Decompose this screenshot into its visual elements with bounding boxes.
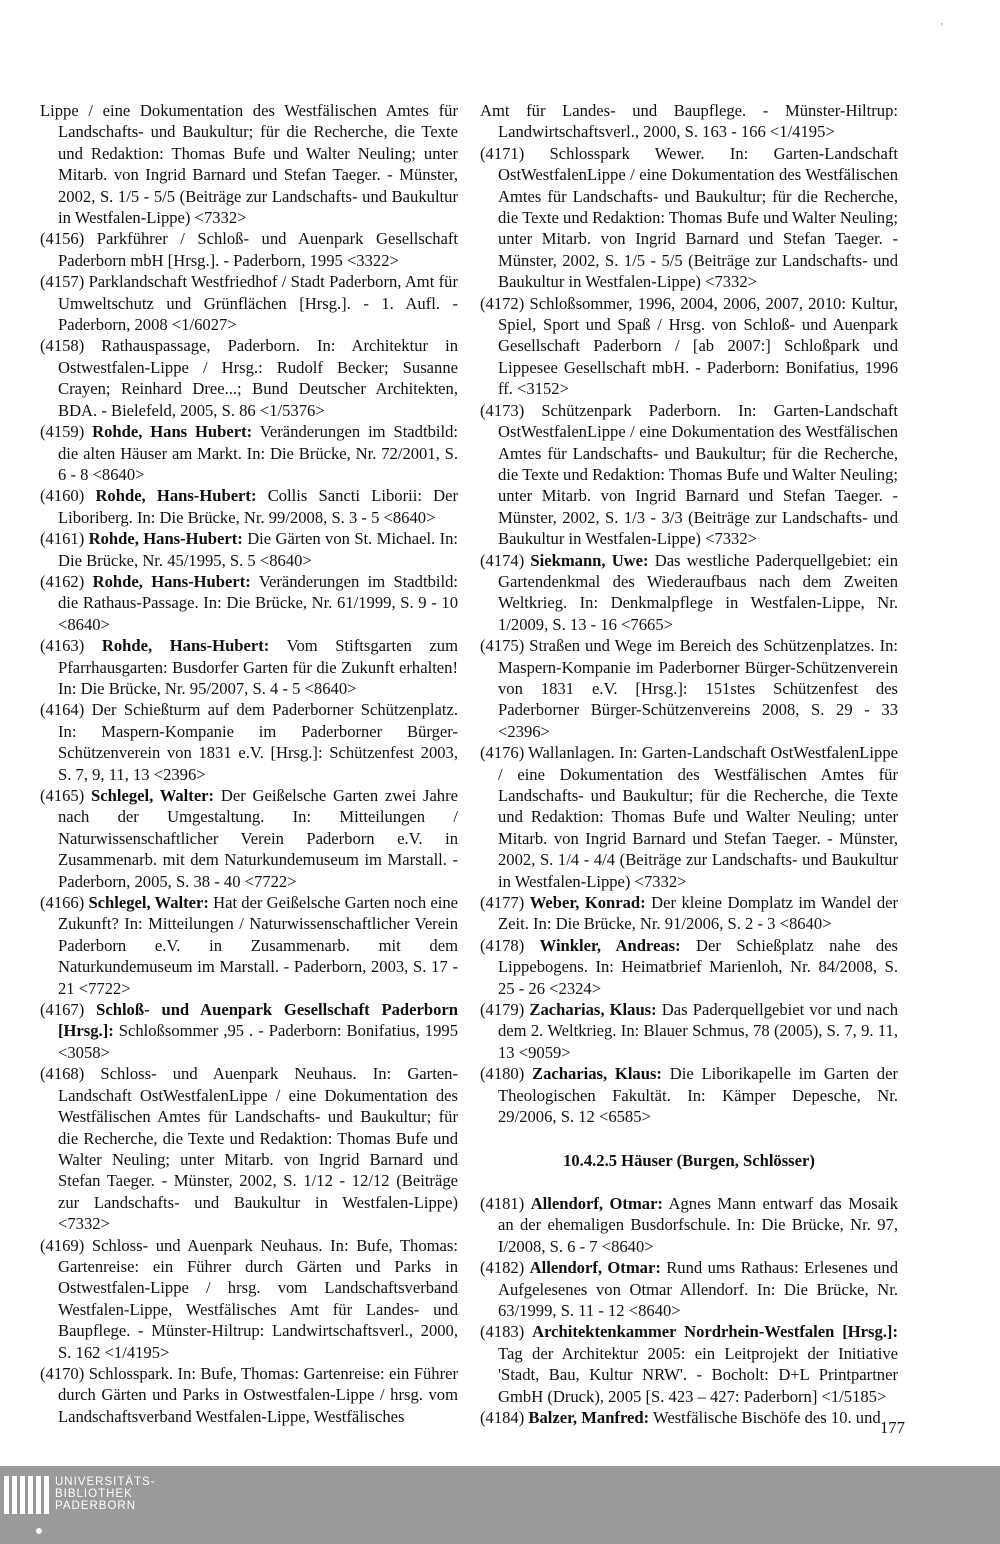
right-column [480,100,898,1428]
corner-mark: ’ [940,22,944,33]
entry-author: Rohde, Hans Hubert: [92,422,253,442]
bibliography-entry [480,293,898,400]
bibliography-entry [480,1257,898,1321]
entry-number: (4176) [480,743,529,763]
entry-text: Lippe / eine Dokumentation des Westfälischen Amtes für Landschafts- und Baukultur; für die Recherche, die Texte und Redaktion: Thomas Bufe und Walter Neuling; unter Mitarb. von Ingrid Barnard und Stefan Taeger. - Münster, 2002, S. 1/5 - 5/5 (Beiträge zur Landschafts- und Baukultur in Westfalen-Lippe) <7332> [40,101,458,228]
entry-text: Veränderungen im Stadtbild: die alten Häuser am Markt. In: Die Brücke, Nr. 72/2001, S. 6 - 8 <8640> [58,422,458,484]
bibliography-entry [480,999,898,1063]
entry-author: Balzer, Manfred: [528,1407,650,1427]
entry-text: Amt für Landes- und Baupflege. - Münster-Hiltrup: Landwirtschaftsverl., 2000, S. 163 - 166 <1/4195> [480,101,898,142]
entry-number: (4160) [40,486,96,506]
entry-number: (4156) [40,229,97,249]
entry-number: (4178) [480,935,540,955]
entry-text: Parkführer / Schloß- und Auenpark Gesellschaft Paderborn mbH [Hrsg.]. - Paderborn, 1995 <3322> [58,229,458,270]
section-heading: 10.4.2.5 Häuser (Burgen, Schlösser) [563,1150,815,1170]
entry-author: Allendorf, Otmar: [529,1258,661,1278]
entry-text: Schloss- und Auenpark Neuhaus. In: Garten-Landschaft OstWestfalenLippe / eine Dokumentation des Westfälischen Amtes für Landschafts- und Baukultur; für die Recherche, die Texte und Redaktion: Thomas Bufe und Walter Neuling; unter Mitarb. von Ingrid Barnard und Stefan Taeger. - Münster, 2002, S. 1/12 - 12/12 (Beiträge zur Landschafts- und Baukultur in Westfalen-Lippe) <7332> [58,1064,458,1234]
library-logo-bars-icon [4,1476,49,1514]
bibliography-entry [40,999,458,1063]
entry-number: (4159) [40,422,93,442]
bibliography-entry [40,335,458,421]
entry-text: Straßen und Wege im Bereich des Schützenplatzes. In: Maspern-Kompanie im Paderborner Bürger-Schützenverein von 1831 e.V. [Hrsg.]: 151stes Schützenfest des Paderborner Bürger-Schützenvereins 2008, S. 29 - 33 <2396> [498,636,899,741]
entry-author: Architektenkammer Nordrhein-Westfalen [Hrsg.]: [532,1322,898,1342]
bibliography-entry [40,699,458,785]
entry-author: Allendorf, Otmar: [530,1193,663,1213]
bibliography-entry [480,143,898,293]
bibliography-entry [40,228,458,271]
library-name-line-1: UNIVERSITÄTS- [55,1476,156,1488]
entry-text: Schloßsommer ,95 . - Paderborn: Bonifatius, 1995 <3058> [58,1021,458,1062]
entry-text: Veränderungen im Stadtbild: die Rathaus-Passage. In: Die Brücke, Nr. 61/1999, S. 9 - 10 <8640> [58,571,459,634]
entry-number: (4163) [40,636,102,656]
page-number: 177 [880,1418,905,1437]
entry-author: Rohde, Hans-Hubert: [92,571,251,591]
entry-text: Rathauspassage, Paderborn. In: Architektur in Ostwestfalen-Lippe / Hrsg.: Rudolf Becker; Susanne Crayen; Reinhard Dree...; Bund Deutscher Architekten, BDA. - Bielefeld, 2005, S. 86 <1/5376> [58,336,458,420]
entry-number: (4175) [480,636,530,656]
bibliography-entry [40,785,458,892]
entry-number: (4177) [480,893,530,913]
entry-author: Winkler, Andreas: [539,935,681,955]
left-column [40,100,458,1427]
library-logo-dot-icon [36,1528,42,1534]
entry-author: Rohde, Hans-Hubert: [88,529,243,549]
library-logo [4,1476,156,1514]
library-name-line-3: PADERBORN [55,1500,136,1512]
bibliography-entry [480,100,898,143]
bibliography-entry [40,1363,458,1427]
entry-text: Agnes Mann entwarf das Mosaik an der ehemaligen Busdorfschule. In: Die Brücke, Nr. 97, I/2008, S. 6 - 7 <8640> [498,1193,898,1256]
entry-number: (4162) [40,571,93,591]
bibliography-entry [40,892,458,999]
entry-text: Parklandschaft Westfriedhof / Stadt Paderborn, Amt für Umweltschutz und Grünflächen [Hrsg.]. - 1. Aufl. - Paderborn, 2008 <1/6027> [58,272,458,335]
bibliography-entry [40,1235,458,1363]
entry-author: Schlegel, Walter: [91,786,215,805]
entry-number: (4174) [480,550,531,570]
entry-text: Schlosspark Wewer. In: Garten-Landschaft OstWestfalenLippe / eine Dokumentation des Westfälischen Amtes für Landschafts- und Baukultur; für die Recherche, die Texte und Redaktion: Thomas Bufe und Walter Neuling; unter Mitarb. von Ingrid Barnard und Stefan Taeger. - Münster, 2002, S. 1/5 - 5/5 (Beiträge zur Landschafts- und Baukultur in Westfalen-Lippe) <7332> [498,143,898,292]
entry-number: (4184) [480,1407,529,1427]
bibliography-entry [40,421,458,485]
entry-author: Weber, Konrad: [529,893,646,913]
entry-text: Hat der Geißelsche Garten noch eine Zukunft? In: Mitteilungen / Naturwissenschaftlicher Verein Paderborn e.V. in Zusammenarb. mit dem Naturkundemuseum im Marstall. - Paderborn, 2003, S. 17 - 21 <7722> [58,893,458,998]
bibliography-entry [40,1063,458,1234]
entry-number: (4167) [40,1000,97,1020]
entry-number: (4180) [480,1064,533,1084]
entry-number: (4171) [480,143,550,163]
entry-text: Wallanlagen. In: Garten-Landschaft OstWestfalenLippe / eine Dokumentation des Westfälischen Amtes für Landschafts- und Baukultur; für die Recherche, die Texte und Redaktion: Thomas Bufe und Walter Neuling; unter Mitarb. von Ingrid Barnard und Stefan Taeger. - Münster, 2002, S. 1/4 - 4/4 (Beiträge zur Landschafts- und Baukultur in Westfalen-Lippe) <7332> [498,743,898,891]
bibliography-entry [480,1193,898,1257]
entry-text: Schlosspark. In: Bufe, Thomas: Gartenreise: ein Führer durch Gärten und Parks in Ostwestfalen-Lippe / hrsg. vom Landschaftsverband Westfalen-Lippe, Westfälisches [58,1363,459,1426]
entry-text: Tag der Architektur 2005: ein Leitprojekt der Initiative 'Stadt, Bau, Kultur NRW'. - Bocholt: D+L Printpartner GmbH (Druck), 2005 [S. 423 – 427: Paderborn] <1/5185> [498,1343,898,1406]
entry-text: Westfälische Bischöfe des 10. und [649,1407,881,1427]
entry-text: Collis Sancti Liborii: Der Liboriberg. In: Die Brücke, Nr. 99/2008, S. 3 - 5 <8640> [58,486,459,527]
entry-text: Das westliche Paderquellgebiet: ein Gartendenkmal des Wiederaufbaus nach dem Zweiten Weltkrieg. In: Denkmalpflege in Westfalen-Lippe, Nr. 1/2009, S. 13 - 16 <7665> [498,550,899,634]
bibliography-entry [40,635,458,699]
entry-text: Vom Stiftsgarten zum Pfarrhausgarten: Busdorfer Garten für die Zukunft erhalten! In: Die Brücke, Nr. 95/2007, S. 4 - 5 <8640> [58,636,459,698]
entry-author: Schloß- und Auenpark Gesellschaft Paderborn [Hrsg.]: [58,1000,459,1041]
bibliography-entry [40,100,458,228]
entry-number: (4172) [480,293,530,313]
bibliography-entry [480,1321,898,1407]
entry-number: (4173) [480,400,542,420]
library-logo-text [55,1476,156,1512]
bibliography-entry [40,271,458,335]
entry-text: Rund ums Rathaus: Erlesenes und Aufgelesenes von Otmar Allendorf. In: Die Brücke, Nr. 63/1999, S. 11 - 12 <8640> [498,1258,898,1320]
bibliography-entry [480,400,898,550]
entry-text: Der Schießplatz nahe des Lippebogens. In: Heimatbrief Marienloh, Nr. 84/2008, S. 25 - 26 <2324> [498,935,899,998]
entry-number: (4165) [40,786,92,805]
bibliography-entry [480,1407,898,1428]
entry-author: Siekmann, Uwe: [530,550,649,570]
entry-number: (4168) [40,1064,101,1084]
entry-number: (4182) [480,1258,530,1278]
entry-text: Der Schießturm auf dem Paderborner Schützenplatz. In: Maspern-Kompanie im Paderborner Bürger-Schützenverein von 1831 e.V. [Hrsg.]: Schützenfest 2003, S. 7, 9, 11, 13 <2396> [58,700,458,784]
entry-text: Der Geißelsche Garten zwei Jahre nach der Umgestaltung. In: Mitteilungen / Naturwissenschaftlicher Verein Paderborn e.V. in Zusammenarb. mit dem Naturkundemuseum im Marstall. - Paderborn, 2005, S. 38 - 40 <7722> [58,786,458,891]
entry-text: Das Paderquellgebiet vor und nach dem 2. Weltkrieg. In: Blauer Schmus, 78 (2005), S. 7, 9. 11, 13 <9059> [498,1000,898,1062]
entry-text: Schützenpark Paderborn. In: Garten-Landschaft OstWestfalenLippe / eine Dokumentation des Westfälischen Amtes für Landschafts- und Baukultur; für die Recherche, die Texte und Redaktion: Thomas Bufe und Walter Neuling; unter Mitarb. von Ingrid Barnard und Stefan Taeger. - Münster, 2002, S. 1/3 - 3/3 (Beiträge zur Landschafts- und Baukultur in Westfalen-Lippe) <7332> [498,400,898,549]
bibliography-entry [480,935,898,999]
entry-text: Die Gärten von St. Michael. In: Die Brücke, Nr. 45/1995, S. 5 <8640> [58,529,459,570]
bibliography-entry [40,528,458,571]
entry-text: Schloßsommer, 1996, 2004, 2006, 2007, 2010: Kultur, Spiel, Sport und Spaß / Hrsg. von Schloß- und Auenpark Gesellschaft Paderborn / [ab 2007:] Schloßpark und Lippesee Gesellschaft mbH. - Paderborn: Bonifatius, 1996 ff. <3152> [498,293,898,399]
entry-number: (4164) [40,700,92,720]
entry-number: (4170) [40,1363,89,1383]
entry-number: (4161) [40,529,89,549]
entry-author: Zacharias, Klaus: [529,1000,657,1020]
entry-text: Schloss- und Auenpark Neuhaus. In: Bufe, Thomas: Gartenreise: ein Führer durch Gärten und Parks in Ostwestfalen-Lippe / hrsg. vom Landschaftsverband Westfalen-Lippe, Westfälisches Amt für Landes- und Baupflege. - Münster-Hiltrup: Landwirtschaftsverl., 2000, S. 162 <1/4195> [58,1235,458,1362]
entry-author: Zacharias, Klaus: [532,1064,662,1084]
bibliography-entry [480,892,898,935]
bibliography-entry [40,485,458,528]
entry-text: Die Liborikapelle im Garten der Theologischen Fakultät. In: Kämper Depesche, Nr. 29/2006, S. 12 <6585> [498,1064,898,1127]
entry-number: (4181) [480,1193,531,1213]
library-footer-bar [0,1466,1000,1544]
entry-text: Der kleine Domplatz im Wandel der Zeit. In: Die Brücke, Nr. 91/2006, S. 2 - 3 <8640> [498,893,899,934]
bibliography-entry [40,571,458,635]
entry-author: Rohde, Hans-Hubert: [95,486,257,506]
entry-number: (4157) [40,272,89,292]
entry-number: (4169) [40,1235,92,1255]
library-name-line-2: BIBLIOTHEK [55,1488,133,1500]
entry-number: (4158) [40,336,102,356]
entry-author: Schlegel, Walter: [88,893,209,913]
bibliography-entry [480,550,898,636]
entry-number: (4166) [40,893,89,913]
bibliography-entry [480,635,898,742]
entry-number: (4179) [480,1000,530,1020]
bibliography-entry [480,1063,898,1127]
entry-number: (4183) [480,1322,533,1342]
bibliography-entry [480,742,898,892]
entry-author: Rohde, Hans-Hubert: [101,636,270,656]
